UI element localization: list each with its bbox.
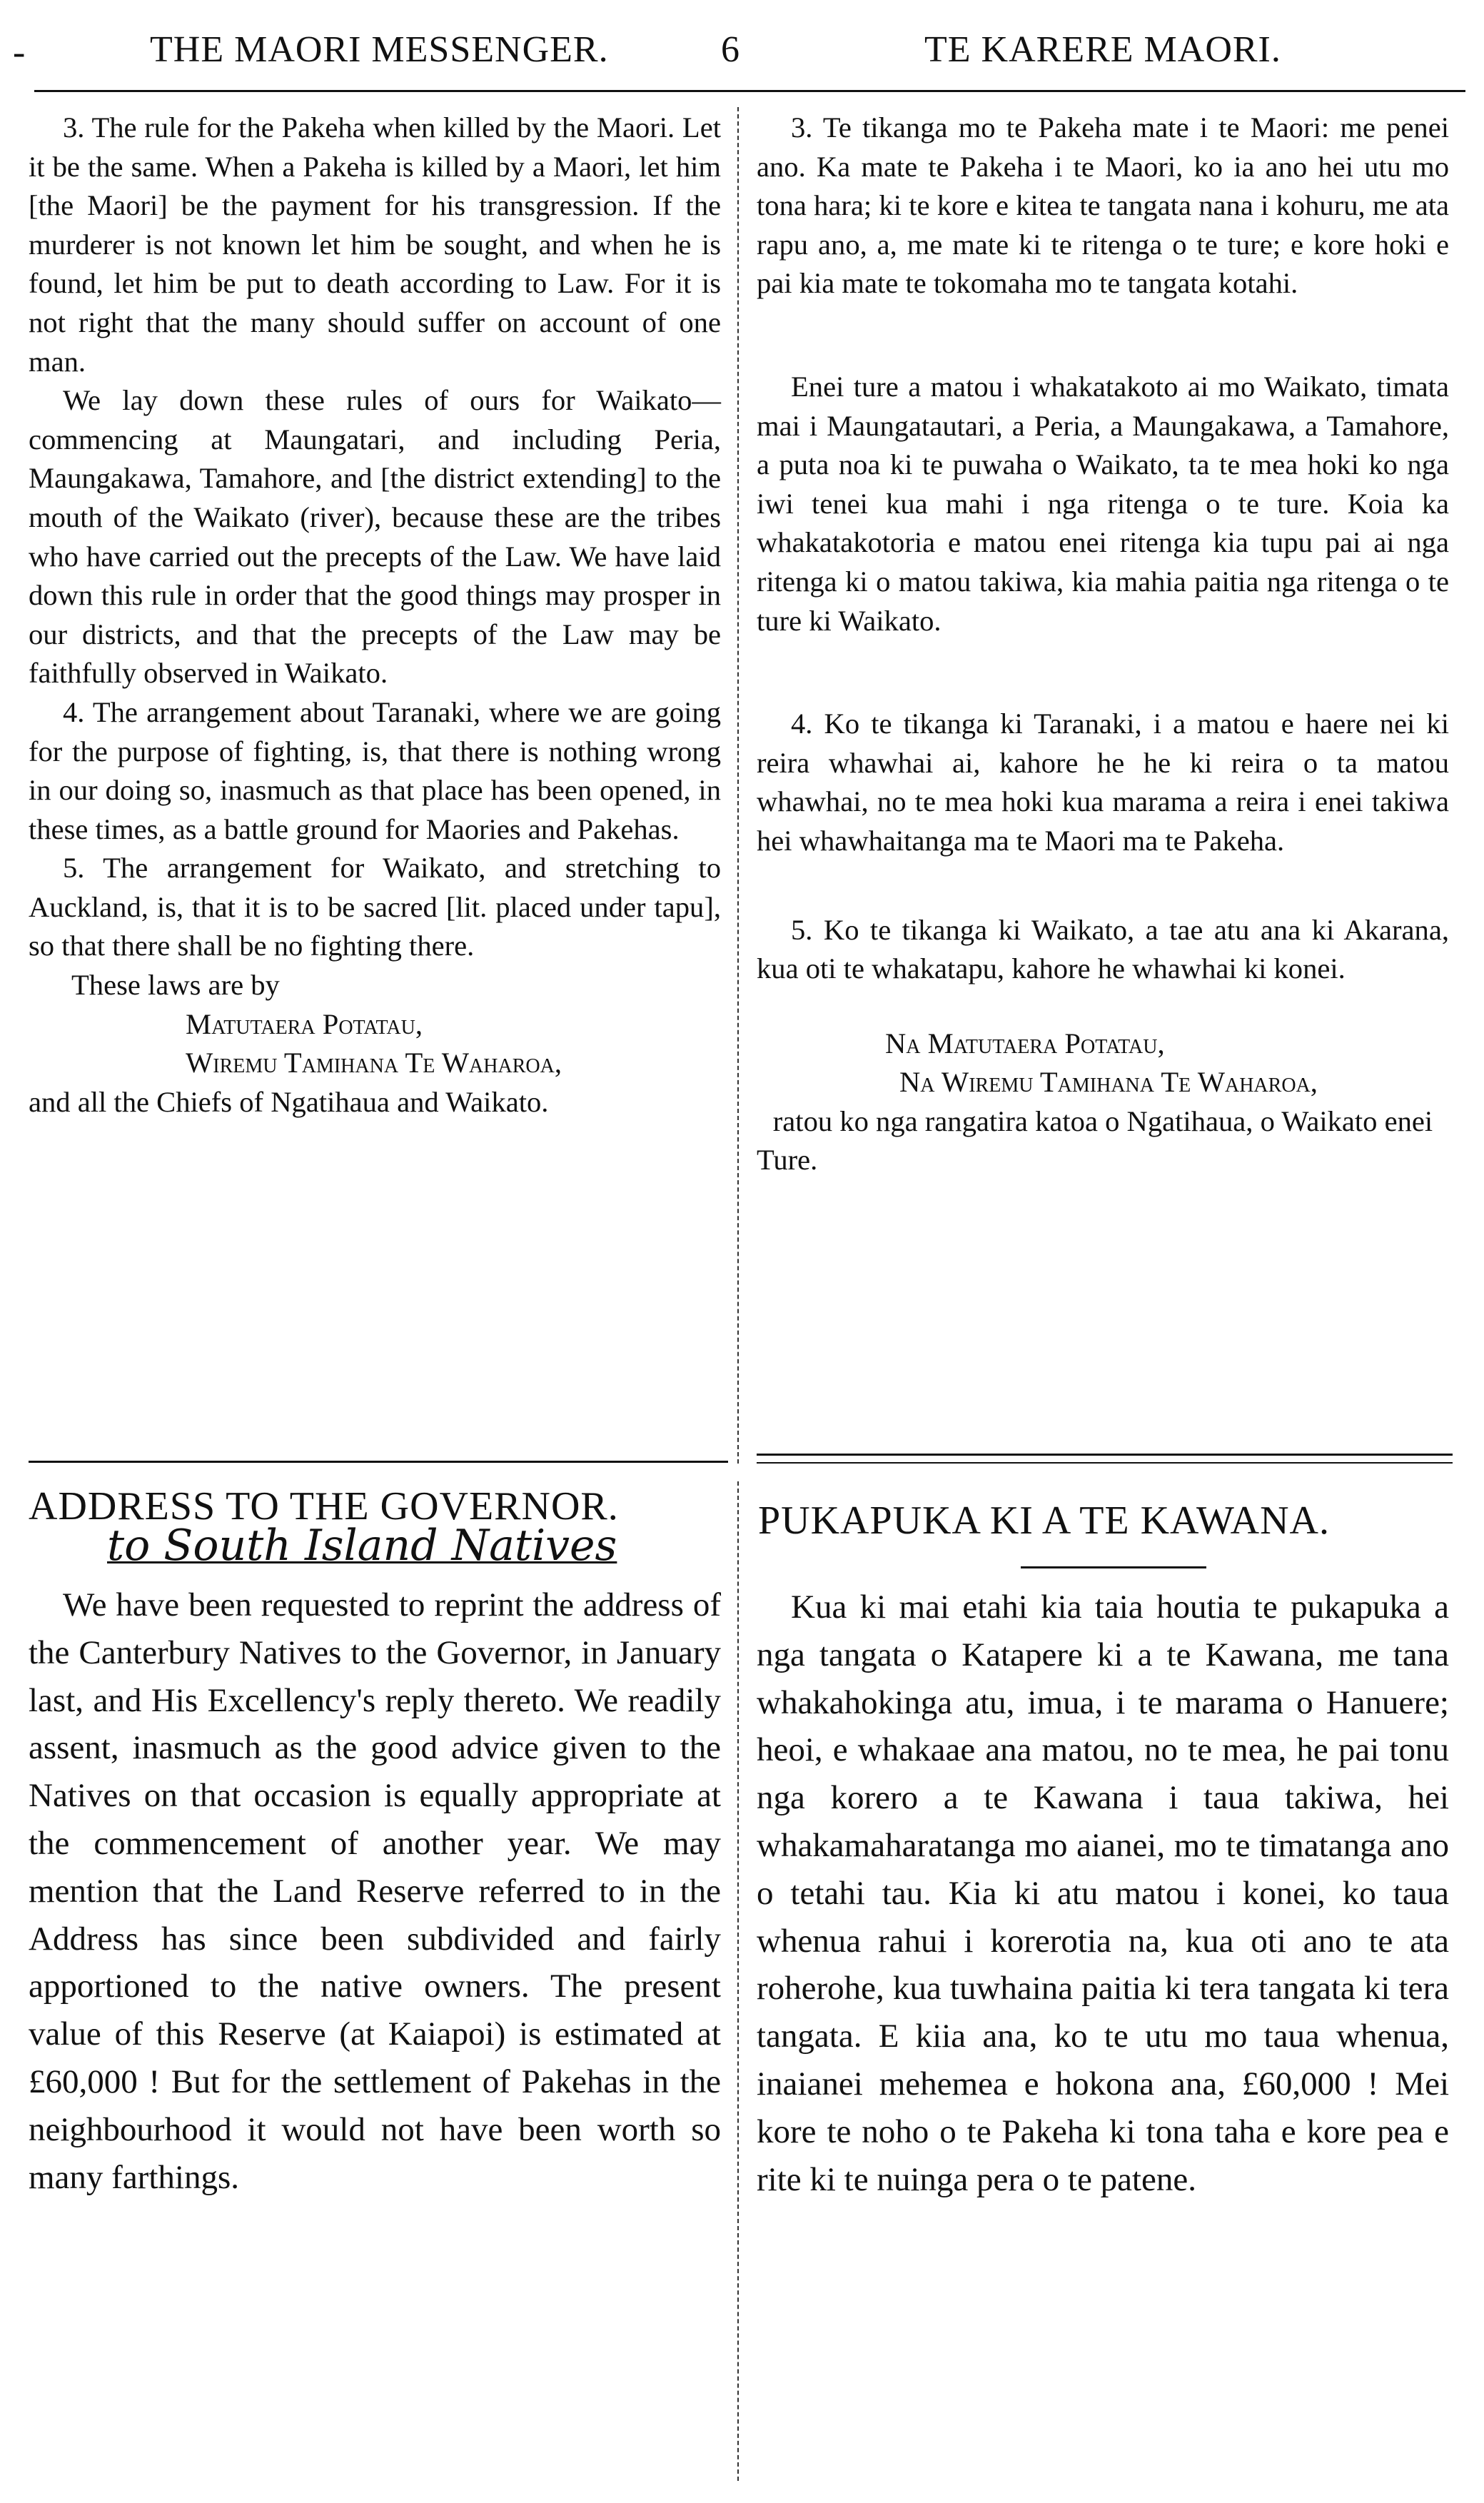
maori-signature-3: ratou ko nga rangatira katoa o Ngatihaua, o Waikato enei Ture. [757,1104,1433,1177]
page-number: 6 [721,29,740,70]
section-rule-maori [757,1454,1453,1456]
english-rule-5: 5. The arrangement for Waikato, and stretching to Auckland, is, that it is to be sacred [lit. placed under tapu], so that there shall be no fighting there. [29,852,721,962]
maori-column-top [757,109,1449,1180]
maori-rule-4: 4. Ko te tikanga ki Taranaki, i a matou e haere nei ki reira whawhai ai, kahore he he ki reira o ta matou whawhai, no te mea hoki kua marama a reira i enei takiwa hei whawhaitanga ma te Maori ma te Pakeha. [757,707,1449,857]
section-rule-maori-second [757,1462,1453,1464]
english-signature-3: and all the Chiefs of Ngatihaua and Waikato. [29,1085,549,1118]
column-divider-top [737,107,739,1464]
english-signature-2: Wiremu Tamihana Te Waharoa, [186,1047,562,1079]
maori-signature-2: Na Wiremu Tamihana Te Waharoa, [899,1066,1318,1099]
maori-address-heading: PUKAPUKA KI A TE KAWANA. [758,1499,1330,1543]
header-title-english: THE MAORI MESSENGER. [150,29,609,70]
section-rule-english [29,1461,728,1463]
header-dash: - [13,32,26,73]
maori-signature-1: Na Matutaera Potatau, [885,1027,1165,1059]
maori-address-body: Kua ki mai etahi kia taia houtia te pukapuka a nga tangata o Katapere ki a te Kawana, me tana whakahokinga atu, imua, i te marama o Hanuere; heoi, e whakaae ana matou, no te mea, he pai tonu nga korero a te Kawana i taua takiwa, hei whakamaharatanga mo aianei, mo te timatanga ano o tetahi tau. Kia ki atu matou i konei, ko taua whenua rahui i korerotia na, kua oti ano te ata roherohe, kua tuwhaina paitia ki tera tangata ki tera tangata. E kiia ana, ko te utu mo taua whenua, inaianei mehemea e hokona ana, £60,000 ! Mei kore te noho o te Pakeha ki tona taha e kore pea e rite ki te nuinga pera o te patene. [757,1588,1449,2198]
english-address-body: We have been requested to reprint the address of the Canterbury Natives to the Governor, in January last, and His Excellency's reply thereto. We readily assent, inasmuch as the good advice given to the Natives on that occasion is equally appropriate at the commencement of another year. We may mention that the Land Reserve referred to in the Address has since been subdivided and fairly apportioned to the native owners. The present value of this Reserve (at Kaiapoi) is estimated at £60,000 ! But for the settlement of Pakehas in the neighbourhood it would not have been worth so many farthings. [29,1586,721,2196]
column-divider-bottom [737,1481,739,2481]
english-signature-intro: These laws are by [71,969,280,1002]
maori-rule-3: 3. Te tikanga mo te Pakeha mate i te Maori: me penei ano. Ka mate te Pakeha i te Maori, ko ia ano hei utu mo tona hara; ki te kore e kitea te tangata nana i kohuru, me ata rapu ano, a, me mate ki te ritenga o te ture; e kore hoki e pai kia mate te tokomaha mo te tangata kotahi. [757,111,1449,300]
maori-heading-rule [1021,1566,1206,1568]
english-rule-4: 4. The arrangement about Taranaki, where we are going for the purpose of fighting, is, that there is nothing wrong in our doing so, inasmuch as that place has been opened, in these times, as a battle ground for Maories and Pakehas. [29,695,721,845]
maori-rule-5: 5. Ko te tikanga ki Waikato, a tae atu ana ki Akarana, kua oti te whakatapu, kahore he whawhai ki konei. [757,913,1449,985]
english-column-top [29,109,721,1122]
header-rule [34,90,1465,92]
english-signature-1: Matutaera Potatau, [186,1007,423,1040]
header-title-maori: TE KARERE MAORI. [924,29,1281,70]
english-column-bottom [29,1581,721,2201]
handwritten-annotation: to South Island Natives [107,1521,617,1571]
english-rules-paragraph: We lay down these rules of ours for Waikato—commencing at Maungatari, and including Peria, Maungakawa, Tamahore, and [the district extending] to the mouth of the Waikato (river), because these are the tribes who have carried out the precepts of the Law. We have laid down this rule in order that the good things may prosper in our districts, and that the precepts of the Law may be faithfully observed in Waikato. [29,384,721,690]
maori-rules-paragraph: Enei ture a matou i whakatakoto ai mo Waikato, timata mai i Maungatautari, a Peria, a Maungakawa, a Tamahore, a puta noa ki te puwaha o Waikato, ta te mea hoki ko nga iwi tenei kua mahi i nga ritenga o te ture. Koia ka whakatakotoria e matou enei ritenga kia tupu pai ai nga ritenga ki o matou takiwa, kia mahia paitia nga ritenga o te ture ki Waikato. [757,370,1449,637]
maori-column-bottom [757,1583,1449,2203]
english-address-heading: ADDRESS TO THE GOVERNOR. [29,1484,619,1529]
english-rule-3: 3. The rule for the Pakeha when killed by the Maori. Let it be the same. When a Pakeha is killed by a Maori, let him [the Maori] be the payment for his transgression. If the murderer is not known let him be sought, and when he is found, let him be put to death according to Law. For it is not right that the many should suffer on account of one man. [29,111,721,378]
